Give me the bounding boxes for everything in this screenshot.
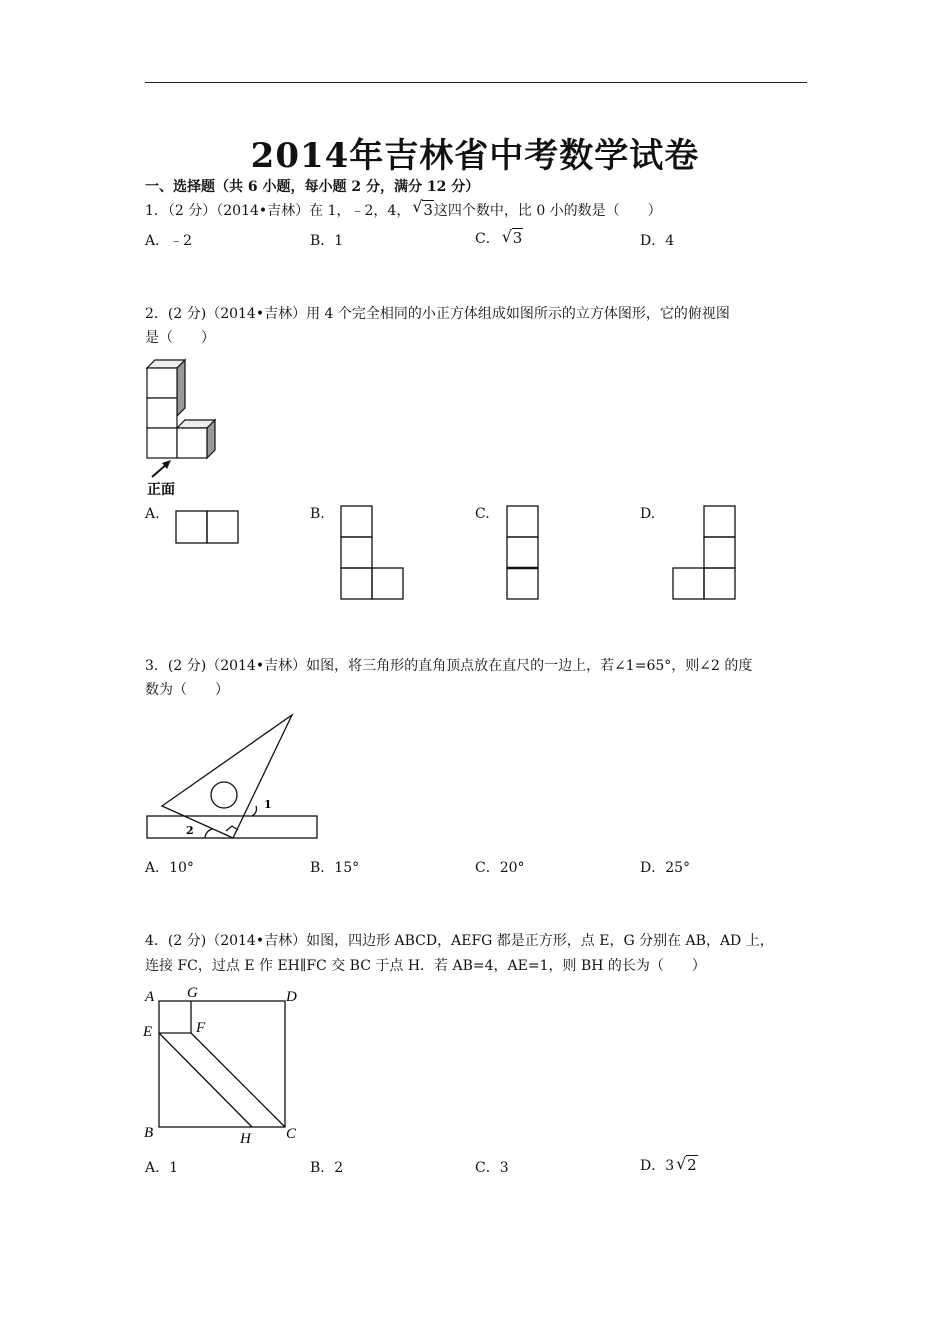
q1-option-d[interactable]: D．4: [640, 233, 675, 249]
q4-option-d-sqrt: √ 2: [676, 1154, 697, 1174]
q3-stem-line1: 3．(2 分)（2014•吉林）如图，将三角形的直角顶点放在直尺的一边上，若∠1=65°，则∠2 的度: [145, 658, 753, 674]
page-title: 2014年吉林省中考数学试卷: [250, 136, 700, 176]
q1-sqrt-radicand: 3: [423, 201, 433, 219]
q4-square-figure: [140, 983, 315, 1148]
q2-front-label: 正面: [147, 481, 175, 497]
q1-option-c[interactable]: [475, 228, 523, 248]
q4-option-d-text: D．3: [640, 1158, 675, 1174]
q1-sqrt: √ 3: [412, 197, 433, 219]
q3-triangle-ruler-figure: [140, 710, 325, 845]
q1-option-c-radicand: 3: [512, 229, 523, 247]
q4-option-d[interactable]: [640, 1155, 698, 1175]
q4-stem-line2: 连接 FC，过点 E 作 EH∥FC 交 BC 于点 H．若 AB=4，AE=1，则 BH 的长为（ ）: [145, 958, 706, 974]
q1-option-a[interactable]: A．﹣2: [145, 233, 193, 249]
q4-point-d: D: [286, 989, 297, 1005]
q3-angle1-label: 1: [264, 798, 272, 811]
q3-angle2-label: 2: [186, 824, 194, 837]
q2-option-d-figure: [672, 505, 738, 602]
q1-stem-end: 这四个数中，比 0 小的数是（ ）: [433, 203, 662, 219]
q3-option-d[interactable]: D．25°: [640, 860, 691, 876]
q4-point-c: C: [286, 1126, 297, 1142]
q4-point-g: G: [187, 985, 198, 1001]
q4-point-f: F: [196, 1020, 206, 1036]
q4-point-h: H: [240, 1131, 251, 1147]
q1-option-c-sqrt: √ 3: [501, 227, 523, 247]
q3-option-a[interactable]: A．10°: [145, 860, 194, 876]
q3-option-c[interactable]: C．20°: [475, 860, 525, 876]
q2-option-a-figure: [175, 510, 241, 546]
q4-stem-line1: 4．(2 分)（2014•吉林）如图，四边形 ABCD，AEFG 都是正方形，点 E，G 分别在 AB，AD 上，: [145, 933, 774, 949]
q1-option-c-letter: C．: [475, 231, 500, 247]
header-rule: [145, 82, 807, 83]
q4-point-b: B: [144, 1125, 154, 1141]
q2-option-d[interactable]: D.: [640, 506, 656, 522]
q2-option-b[interactable]: B.: [310, 506, 325, 522]
q2-option-b-figure: [340, 505, 406, 602]
q4-option-d-radicand: 2: [687, 1156, 697, 1174]
q1-stem-start: 1．（2 分）（2014•吉林）在 1，﹣2，4，: [145, 203, 411, 219]
q4-option-c[interactable]: C．3: [475, 1160, 509, 1176]
q2-cube-figure: [140, 355, 230, 500]
q1-stem: [145, 199, 662, 222]
q4-option-a[interactable]: A．1: [145, 1160, 179, 1176]
section-heading: 一、选择题（共 6 小题，每小题 2 分，满分 12 分）: [145, 179, 480, 195]
q4-point-a: A: [145, 989, 155, 1005]
q2-option-a[interactable]: A.: [145, 506, 160, 522]
q3-stem-line2: 数为（ ）: [145, 682, 229, 698]
q2-option-c-figure: [506, 505, 542, 602]
q2-option-c[interactable]: C.: [475, 506, 490, 522]
q4-option-b[interactable]: B．2: [310, 1160, 344, 1176]
q2-stem-line2: 是（ ）: [145, 330, 215, 346]
q2-stem-line1: 2．(2 分)（2014•吉林）用 4 个完全相同的小正方体组成如图所示的立方体图形，它的俯视图: [145, 306, 730, 322]
q1-option-b[interactable]: B．1: [310, 233, 344, 249]
q4-point-e: E: [143, 1024, 153, 1040]
q3-option-b[interactable]: B．15°: [310, 860, 360, 876]
